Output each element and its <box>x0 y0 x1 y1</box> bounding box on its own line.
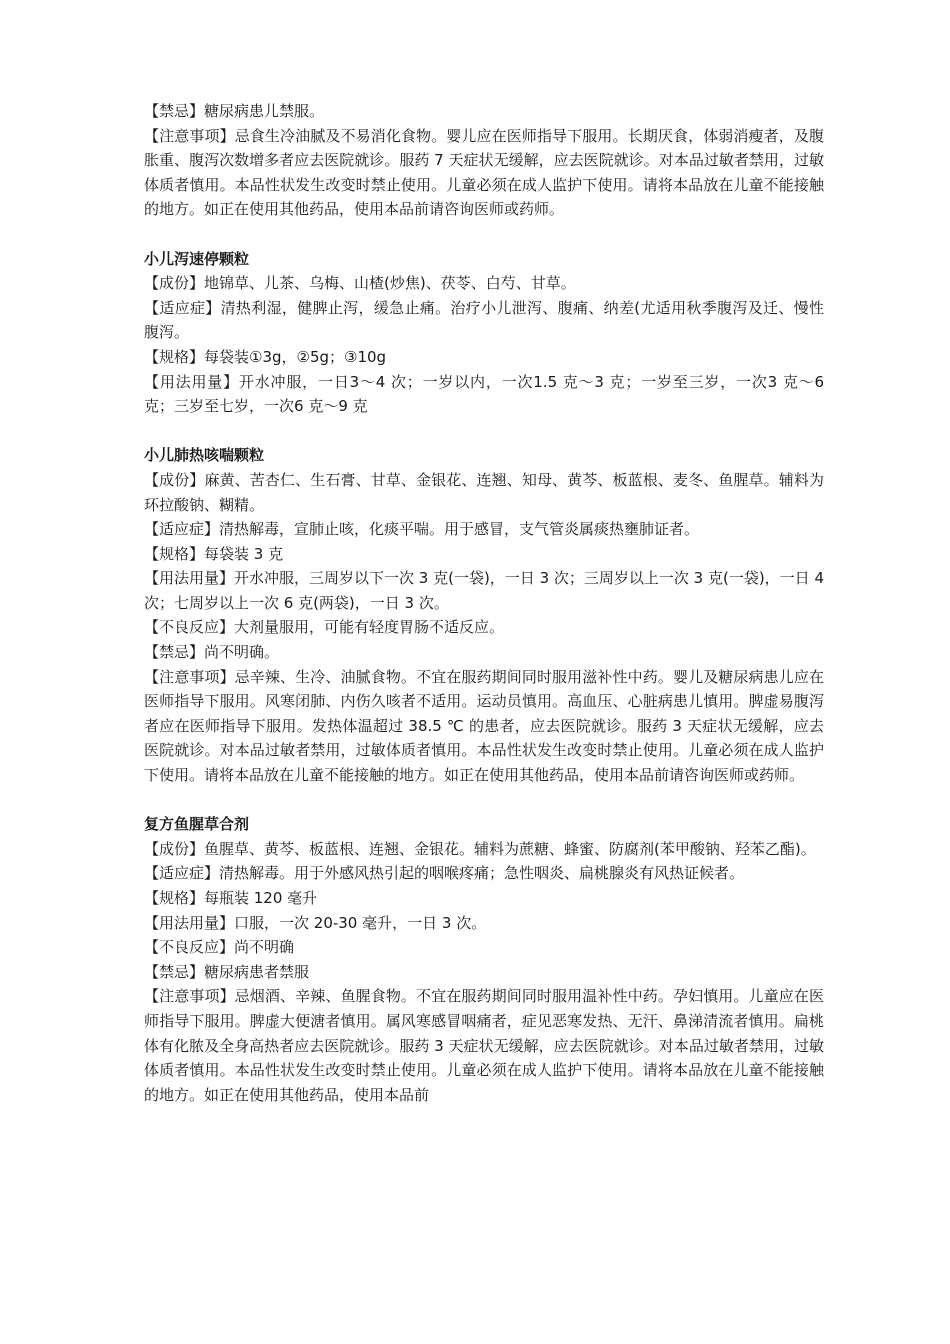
product-title: 小儿肺热咳喘颗粒 <box>144 446 265 465</box>
section-gap <box>144 788 824 813</box>
dosage-paragraph: 【用法用量】开水冲服，一日3～4 次；一岁以内，一次1.5 克～3 克；一岁至三岁，一次3 克～6 克；三岁至七岁，一次6 克～9 克 <box>144 372 824 416</box>
indications-paragraph: 【适应症】清热解毒。用于外感风热引起的咽喉疼痛；急性咽炎、扁桃腺炎有风热证候者。 <box>144 864 745 883</box>
dosage-paragraph: 【用法用量】开水冲服，三周岁以下一次 3 克(一袋)，一日 3 次；三周岁以上一次 3 克(一袋)，一日 4 次；七周岁以上一次 6 克(两袋)，一日 3 次。 <box>144 569 824 612</box>
dosage-paragraph: 【用法用量】口服，一次 20-30 毫升，一日 3 次。 <box>144 913 487 932</box>
specification-paragraph: 【规格】每瓶装 120 毫升 <box>144 889 318 907</box>
product-title: 小儿泻速停颗粒 <box>144 249 250 268</box>
indications-paragraph: 【适应症】清热解毒，宣肺止咳，化痰平喘。用于感冒，支气管炎属痰热壅肺证者。 <box>144 520 700 539</box>
section-gap <box>144 419 824 444</box>
section-gap <box>144 222 824 247</box>
precautions-paragraph: 【注意事项】忌食生冷油腻及不易消化食物。婴儿应在医师指导下服用。长期厌食，体弱消瘦者，及腹胀重、腹泻次数增多者应去医院就诊。服药 7 天症状无缓解，应去医院就诊。对本品过敏者禁用，过敏体质者慎用。本品性状发生改变时禁止使用。儿童必须在成人监护下使用。请将本品放在儿童不能接触的地方。如正在使用其他药品，使用本品前请咨询医师或药师。 <box>144 126 824 219</box>
product-section-xiaoer-feire <box>144 443 824 787</box>
contraindication-paragraph: 【禁忌】糖尿病患儿禁服。 <box>144 102 325 120</box>
adverse-reactions-paragraph: 【不良反应】大剂量服用，可能有轻度胃肠不适反应。 <box>144 618 505 637</box>
indications-paragraph: 【适应症】清热利湿，健脾止泻，缓急止痛。治疗小儿泄泻、腹痛、纳差(尤适用秋季腹泻及迁、慢性腹泻。 <box>144 298 824 342</box>
precautions-paragraph: 【注意事项】忌辛辣、生冷、油腻食物。不宜在服药期间同时服用滋补性中药。婴儿及糖尿病患儿应在医师指导下服用。风寒闭肺、内伤久咳者不适用。运动员慎用。高血压、心脏病患儿慎用。脾虚易腹泻者应在医师指导下服用。发热体温超过 38.5 ℃ 的患者，应去医院就诊。服药 3 天症状无缓解，应去医院就诊。对本品过敏者禁用，过敏体质者慎用。本品性状发生改变时禁止使用。儿童必须在成人监护下使用。请将本品放在儿童不能接触的地方。如正在使用其他药品，使用本品前请咨询医师或药师。 <box>144 667 824 785</box>
contraindication-paragraph: 【禁忌】糖尿病患者禁服 <box>144 962 310 981</box>
document-body <box>144 99 824 1107</box>
adverse-reactions-paragraph: 【不良反应】尚不明确 <box>144 938 295 957</box>
ingredients-paragraph: 【成份】鱼腥草、黄芩、板蓝根、连翘、金银花。辅料为蔗糖、蜂蜜、防腐剂(苯甲酸钠、羟苯乙酯)。 <box>144 839 816 858</box>
product-section-fufang-yuxingcao <box>144 812 824 1107</box>
precautions-paragraph: 【注意事项】忌烟酒、辛辣、鱼腥食物。不宜在服药期间同时服用温补性中药。孕妇慎用。儿童应在医师指导下服用。脾虚大便溏者慎用。属风寒感冒咽痛者，症见恶寒发热、无汗、鼻涕清流者慎用。扁桃体有化脓及全身高热者应去医院就诊。服药 3 天症状无缓解，应去医院就诊。对本品过敏者禁用，过敏体质者慎用。本品性状发生改变时禁止使用。儿童必须在成人监护下使用。请将本品放在儿童不能接触的地方。如正在使用其他药品，使用本品前 <box>144 987 824 1104</box>
intro-section <box>144 99 824 222</box>
specification-paragraph: 【规格】每袋装 3 克 <box>144 544 284 563</box>
ingredients-paragraph: 【成份】地锦草、儿茶、乌梅、山楂(炒焦)、茯苓、白芍、甘草。 <box>144 274 576 293</box>
ingredients-paragraph: 【成份】麻黄、苦杏仁、生石膏、甘草、金银花、连翘、知母、黄芩、板蓝根、麦冬、鱼腥草。辅料为环拉酸钠、糊精。 <box>144 470 824 514</box>
product-title: 复方鱼腥草合剂 <box>144 815 250 834</box>
contraindication-paragraph: 【禁忌】尚不明确。 <box>144 643 280 662</box>
product-section-xiaoer-xiesuting <box>144 247 824 419</box>
specification-paragraph: 【规格】每袋装①3g，②5g；③10g <box>144 347 387 366</box>
